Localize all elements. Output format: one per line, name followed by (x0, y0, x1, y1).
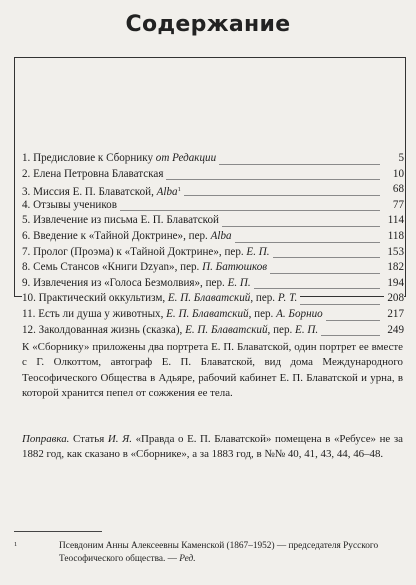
toc-entry-translator: Е. П. (295, 323, 319, 336)
toc-entry-author: от Редакции (155, 152, 217, 164)
toc-entry-page: 118 (385, 229, 404, 245)
toc-entry (22, 198, 404, 214)
toc-entry-text-tail: , пер. (267, 323, 296, 336)
toc-entry-page: 5 (395, 151, 404, 167)
toc-entry-number: 9. (22, 276, 31, 289)
toc-entry (22, 307, 404, 323)
toc-entry-text: Отзывы учеников (33, 198, 117, 211)
toc-entry-number: 1. (22, 152, 31, 164)
footnote-text: Псевдоним Анны Алексеевны Каменской (1867–1952) — председателя Русского Теософического общества. — (59, 541, 379, 565)
toc-entry (22, 323, 404, 339)
toc-entry-title (22, 198, 120, 214)
toc-entry-author: Е. П. (246, 245, 270, 258)
toc-entry (22, 291, 404, 307)
toc-entry-title (22, 151, 219, 167)
toc-entry-title (22, 291, 300, 307)
toc-entry-translator: Р. Т. (277, 292, 298, 305)
toc-entry-page: 10 (390, 167, 404, 183)
toc-entry-page: 208 (384, 291, 404, 307)
toc-entry-title (22, 213, 222, 229)
toc-entry (22, 245, 404, 261)
toc-entry-text: Практический оккультизм, (38, 292, 168, 305)
correction-text: Статья (69, 433, 108, 445)
toc-entry-number: 10. (22, 292, 36, 305)
toc-entry-number: 8. (22, 261, 31, 274)
page-title: Содержание (125, 12, 291, 37)
toc-entry-number: 7. (22, 245, 31, 258)
toc-entry-number: 3. (22, 186, 31, 199)
table-of-contents (22, 151, 404, 338)
toc-entry-number: 2. (22, 167, 31, 180)
toc-entry-page: 217 (384, 307, 404, 323)
toc-entry-text: Извлечение из письма Е. П. Блаватской (33, 214, 219, 227)
toc-entry-title (22, 260, 270, 276)
footnote-signature: Ред. (179, 554, 196, 565)
toc-entry-title (22, 323, 321, 339)
toc-entry-text: Миссия Е. П. Блаватской, (33, 186, 157, 199)
footnote (14, 540, 406, 567)
toc-entry (22, 276, 404, 292)
toc-entry-title (22, 245, 273, 261)
toc-entry-author: Е. П. Блаватский (185, 323, 268, 336)
toc-entry-author: Е. П. Блаватский (167, 292, 251, 305)
toc-entry-text: Семь Стансов «Книги Dzyan», пер. (33, 261, 203, 274)
toc-entry-number: 6. (22, 229, 31, 242)
toc-entry-page: 249 (384, 323, 404, 339)
toc-entry-author: Alba (156, 186, 178, 199)
toc-entry-title (22, 307, 326, 323)
toc-entry (22, 167, 404, 183)
toc-entry-text: Извлечения из «Голоса Безмолвия», пер. (33, 276, 228, 289)
toc-entry-author: Е. П. (227, 276, 251, 289)
toc-entry-text: Введение к «Тайной Доктрине», пер. (33, 229, 211, 242)
toc-entry-page: 77 (390, 198, 404, 214)
toc-entry-author: Е. П. Блаватский (166, 307, 249, 320)
correction-author: И. Я. (107, 433, 132, 445)
toc-entry-number: 12. (22, 323, 36, 336)
toc-entry-author: Alba (210, 229, 232, 242)
toc-entry-title (22, 276, 254, 292)
toc-entry-page: 194 (384, 276, 404, 292)
toc-entry-text: Елена Петровна Блаватская (33, 167, 164, 180)
toc-entry (22, 229, 404, 245)
toc-entry-text: Заколдованная жизнь (сказка), (38, 323, 186, 336)
footnote-ref: 1 (177, 186, 181, 194)
toc-entry-title (22, 229, 235, 245)
toc-entry-page: 68 (390, 182, 404, 198)
portraits-note: К «Сборнику» приложены два портрета Е. П. Блаватской, один портрет ее вместе с Г. Олкоттом, автограф Е. П. Блаватской, вид дома Международного Теософического Общества в Адьяре, рабочий кабинет Е. П. Блаватской и урна, в которой хранится пепел от сожжения ее тела. (22, 341, 403, 400)
toc-entry-text: Есть ли душа у животных, (38, 307, 167, 320)
toc-entry-page: 182 (384, 260, 404, 276)
toc-entry (22, 182, 404, 198)
toc-entry (22, 151, 404, 167)
toc-entry-page: 153 (384, 245, 404, 261)
correction-rest: «Правда о Е. П. Блаватской» помещена в «Ребусе» не за 1882 год, как сказано в «Сборнике», а за 1883 год, в №№ 40, 41, 43, 44, 46–48. (22, 433, 403, 461)
toc-entry-number: 5. (22, 214, 31, 227)
correction-lead: Поправка. (22, 433, 70, 445)
toc-entry-text-tail: , пер. (250, 292, 278, 305)
footnote-mark: 1 (14, 541, 18, 548)
toc-entry-page: 114 (385, 213, 404, 229)
toc-entry-number: 4. (22, 198, 31, 211)
toc-entry-author: П. Батюшков (202, 261, 268, 274)
correction-note (22, 432, 403, 463)
toc-entry-text: Предисловие к Сборнику (33, 152, 156, 164)
toc-entry-number: 11. (22, 307, 36, 320)
toc-entry-text: Пролог (Проэма) к «Тайной Доктрине», пер. (33, 245, 247, 258)
toc-entry (22, 213, 404, 229)
toc-entry-text-tail: , пер. (248, 307, 277, 320)
toc-entry-title (22, 167, 166, 183)
toc-entry (22, 260, 404, 276)
toc-entry-translator: А. Борнио (276, 307, 323, 320)
footnote-divider (14, 531, 102, 532)
